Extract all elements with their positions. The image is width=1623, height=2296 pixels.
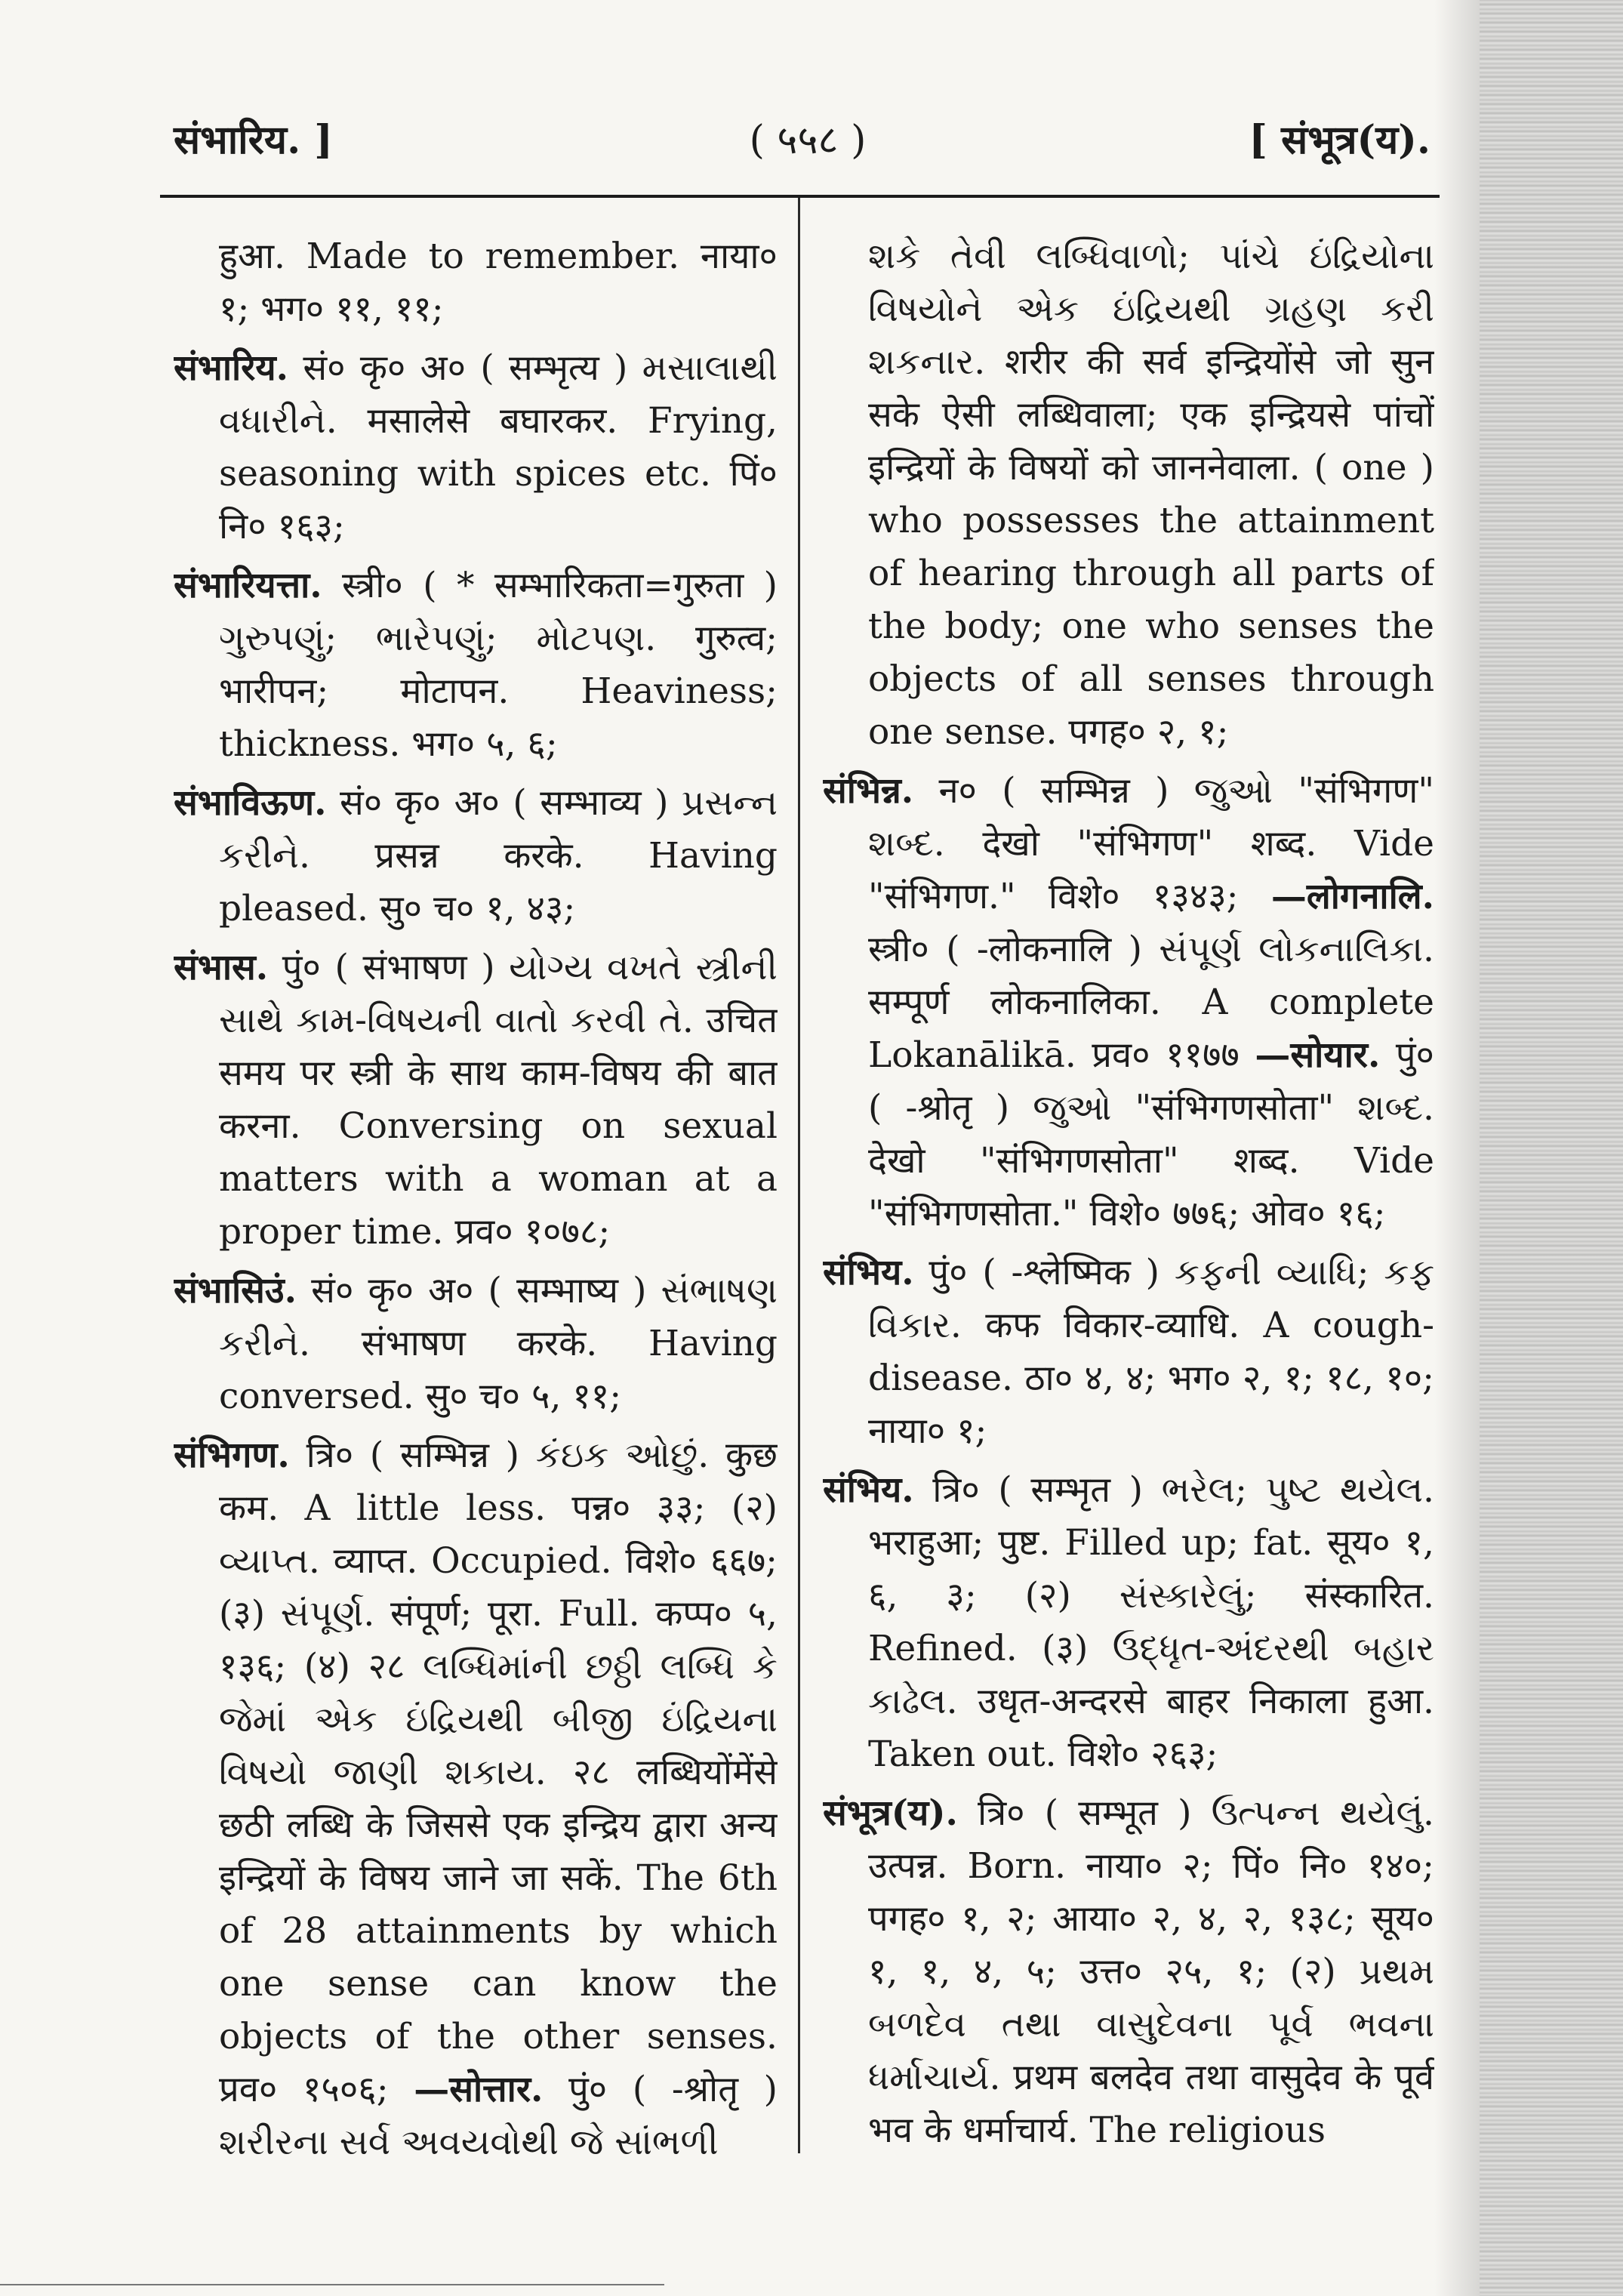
entry-text: त्रि० ( सम्भृत ) ભરેલ; પુષ્ટ થયેલ. भराहुआ; पुष्ट. Filled up; fat. सूय० १, ६, ३; (२) સંસ્કારેલું; संस्कारित. Refined. (३) ઉદ્ધૃત-અંદરથી બહાર કાઢેલ. उधृत-अन्दरसे बाहर निकाला हुआ. Taken out. विशे० २६३;	[868, 1469, 1434, 1775]
entry-text: सं० कृ० अ० ( सम्भृत्य ) મસાલાથી વધારીને. मसालेसे बघारकर. Frying, seasoning with spices etc. पिं० नि० १६३;	[219, 347, 778, 547]
entry-text: त्रि० ( सम्भूत ) ઉત્પન્ન થયેલું. उत्पन्न. Born. नाया० २; पिं० नि० १४०; पगह० १, २; आया० २, ४, २, १३८; सूय० १, १, ४, ५; उत्त० २५, १; (२) પ્રથમ બળદેવ તથા વાસુદેવના પૂર્વ ભવના ધર્માચાર્ય. प्रथम बलदेव तथा वासुदेव के पूर्व भव के धर्माचार्य. The religious	[868, 1792, 1434, 2151]
entry-sambhiya-2	[823, 1464, 1434, 1781]
entry-headword: संभिन्न.	[823, 770, 914, 812]
entry-text: हुआ. Made to remember. नाया० १; भग० ११, ११;	[219, 236, 778, 330]
entry-headword: संभूत्र(य).	[823, 1792, 958, 1834]
entry-sambhaviuna	[174, 777, 778, 935]
entry-headword: संभारिय.	[174, 347, 289, 389]
entry-sambhinna-n	[823, 765, 1434, 1240]
entry-text: स्त्री० ( * सम्भारिकता=गुरुता ) ગુરુપણું; ભારેપણું; મોટપણ. गुरुत्व; भारीपन; मोटापन. Heaviness; thickness. भग० ५, ६;	[219, 565, 778, 765]
entry-headword: संभिय.	[823, 1252, 914, 1293]
entry-sambhasa	[174, 942, 778, 1259]
entry-sambhasiu	[174, 1265, 778, 1423]
header-right-guideword: [ संभूत्र(य).	[1249, 117, 1431, 163]
page-edge-scan-noise	[1480, 0, 1623, 2296]
scan-bottom-line	[0, 2284, 664, 2285]
subentry-headword: —सोत्तार.	[414, 2069, 544, 2110]
header-left-guideword: संभारिय. ]	[174, 117, 333, 163]
entry-sambhariyatta	[174, 559, 778, 771]
entry-headword: संभिय.	[823, 1469, 914, 1511]
entry-text: पुं० ( संभाषण ) યોગ્ય વખતે સ્ત્રીની સાથે કામ-વિષયની વાતો કરવી તે. उचित समय पर स्त्री के साथ काम-विषय की बात करना. Conversing on sexual matters with a woman at a proper time. प्रव० १०७८;	[219, 947, 778, 1253]
page-edge-shadow	[1434, 0, 1480, 2296]
entry-sambhiya-1	[823, 1247, 1434, 1458]
entry-text: पुं० ( -श्लेष्मिक ) કફની વ્યાધિ; કફ વિકાર. कफ विकार-व्याधि. A cough-disease. ठा० ४, ४; भग० २, १; १८, १०; नाया० १;	[868, 1252, 1434, 1452]
subentry-text: पुं० ( -श्रोतृ ) શરીરના સર્વ અવયવોથી જે સાંભળી	[219, 2069, 778, 2163]
left-column	[174, 230, 778, 2163]
entry-continuation	[174, 230, 778, 336]
entry-headword: संभिगण.	[174, 1435, 290, 1476]
entry-sambhariy	[174, 342, 778, 553]
subentry-headword: —सोयार.	[1255, 1034, 1381, 1076]
entry-text: त्रि० ( सम्भिन्न ) કંઇક ઓછું. कुछ कम. A little less. पन्न० ३३; (२) વ્યાપ્ત. व्याप्त. Occupied. विशे० ६६७; (३) સંપૂર્ણ. संपूर्ण; पूरा. Full. कप्प० ५, १३६; (४) २८ લબ્ધિમાંની છઠ્ઠી લબ્ધિ કે જેમાં એક ઇંદ્રિયથી બીજી ઇંદ્રિયના વિષયો જાણી શકાય. २८ लब्धियोंमेंसे छठी लब्धि के जिससे एक इन्द्रिय द्वारा अन्य इन्द्रियों के विषय जाने जा सकें. The 6th of 28 attainments by which one sense can know the objects of the other senses. प्रव० १५०६;	[219, 1435, 778, 2110]
entry-text: શકે તેવી લબ્ધિવાળો; પાંચે ઇંદ્રિયોના વિષયોને એક ઇંદ્રિયથી ગ્રહણ કરી શકનાર. शरीर की सर्व इन्द्रियोंसे जो सुन सके ऐसी लब्धिवाला; एक इन्द्रियसे पांचों इन्द्रियों के विषयों को जाननेवाला. ( one ) who possesses the attainment of hearing through all parts of the body; one who senses the objects of all senses through one sense. पगह० २, १;	[868, 236, 1434, 753]
entry-continuation	[823, 230, 1434, 759]
entry-headword: संभास.	[174, 947, 269, 988]
entry-text: न० ( सम्भिन्न ) જુઓ "संभिगण" શબ્દ. देखो "संभिगण" शब्द. Vide "संभिगण." विशे० १३४३;	[868, 770, 1434, 917]
entry-sambhinna	[174, 1429, 778, 2163]
entry-headword: संभारियत्ता.	[174, 565, 322, 606]
entry-text: सं० कृ० अ० ( सम्भाष्य ) સંભાષણ કરીને. संभाषण करके. Having conversed. सु० च० ५, ११;	[219, 1270, 778, 1417]
entry-text: सं० कृ० अ० ( सम्भाव्य ) પ્રસન્ન કરીને. प्रसन्न करके. Having pleased. सु० च० १, ४३;	[219, 782, 778, 929]
subentry-headword: —लोगनालि.	[1270, 876, 1434, 917]
entry-headword: संभासिउं.	[174, 1270, 297, 1311]
entry-headword: संभाविऊण.	[174, 782, 327, 824]
column-divider	[798, 198, 800, 2153]
subentry-text: पुं० ( -श्रोतृ ) જુઓ "संभिगणसोता" શબ્દ. देखो "संभिगणसोता" शब्द. Vide "संभिगणसोता." विशे० ७७६; ओव० १६;	[868, 1034, 1434, 1234]
page-header	[162, 104, 1446, 172]
entry-sambhua	[823, 1787, 1434, 2157]
subentry-text: स्त्री० ( -लोकनालि ) સંપૂર્ણ લોકનાલિકા. सम्पूर्ण लोकनालिका. A complete Lokanālikā. प्रव० ११७७	[868, 929, 1434, 1076]
page-number: ( ५५८ )	[749, 118, 867, 163]
right-column	[823, 230, 1434, 2163]
